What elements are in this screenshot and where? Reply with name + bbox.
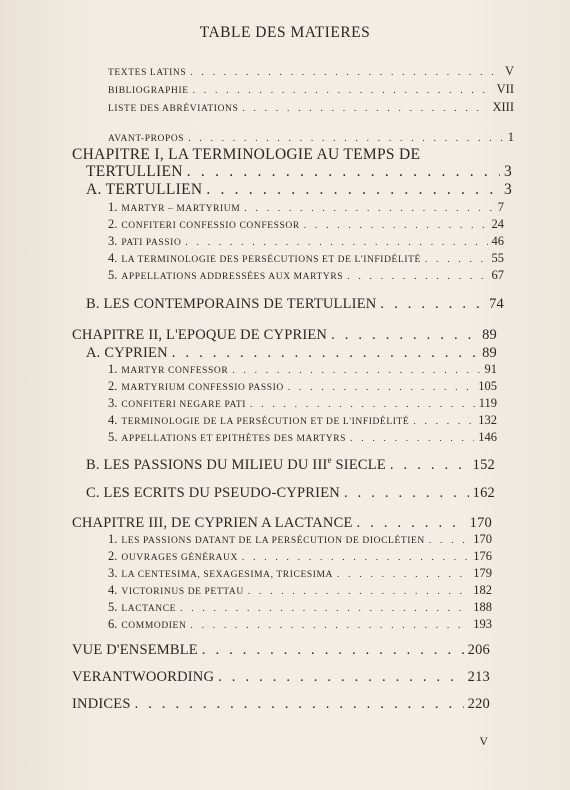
toc-item: 2. MARTYRIUM CONFESSIO PASSIO . . . 105 — [108, 379, 497, 394]
toc-item: 5. APPELLATIONS ET EPITHÈTES DES MARTYRS . . . 146 — [108, 430, 497, 445]
toc-entry-vue-ensemble: VUE D'ENSEMBLE . . . 206 — [72, 642, 490, 659]
toc-entry-tertullien: A. TERTULLIEN . . . 3 — [86, 181, 512, 199]
toc-item: 3. LA CENTESIMA, SEXAGESIMA, TRICESIMA . . . 179 — [108, 566, 492, 581]
dot-leader — [180, 604, 469, 614]
dot-leader — [380, 296, 485, 313]
dot-leader — [390, 457, 469, 474]
toc-entry-passions-milieu: B. LES PASSIONS DU MILIEU DU IIIe SIECLE . . . 152 — [86, 455, 495, 474]
dot-leader — [242, 104, 488, 114]
dot-leader — [248, 587, 469, 597]
dot-leader — [250, 400, 475, 410]
toc-entry-chapter-3: CHAPITRE III, DE CYPRIEN A LACTANCE . . . 170 — [72, 515, 492, 532]
toc-item: 3. PATI PASSIO . . . 46 — [108, 234, 504, 249]
dot-leader — [190, 621, 469, 631]
dot-leader — [188, 134, 504, 144]
dot-leader — [347, 272, 487, 282]
toc-item: 1. MARTYR – MARTYRIUM . . . 7 — [108, 200, 504, 215]
dot-leader — [337, 570, 469, 580]
dot-leader — [172, 345, 478, 362]
dot-leader — [202, 642, 464, 659]
toc-entry-indices: INDICES . . . 220 — [72, 696, 490, 713]
toc-item: 1. LES PASSIONS DATANT DE LA PERSÉCUTION DE DIOCLÉTIEN . . . 170 — [108, 532, 492, 547]
dot-leader — [193, 86, 493, 96]
toc-item: 3. CONFITERI NEGARE PATI . . . 119 — [108, 396, 497, 411]
toc-entry-textes-latins: TEXTES LATINS . . . V — [108, 64, 514, 79]
dot-leader — [218, 669, 463, 686]
dot-leader — [244, 204, 493, 214]
toc-item: 5. APPELLATIONS ADDRESSÉES AUX MARTYRS . . . 67 — [108, 268, 504, 283]
dot-leader — [206, 181, 500, 199]
dot-leader — [187, 163, 500, 181]
dot-leader — [429, 536, 469, 546]
dot-leader — [331, 327, 478, 344]
dot-leader — [242, 553, 469, 563]
dot-leader — [425, 255, 488, 265]
page-title: TABLE DES MATIERES — [199, 24, 371, 41]
dot-leader — [288, 383, 474, 393]
dot-leader — [304, 221, 488, 231]
toc-entry-bibliographie: BIBLIOGRAPHIE . . . VII — [108, 82, 514, 97]
toc-item: 2. OUVRAGES GÉNÉRAUX . . . 176 — [108, 549, 492, 564]
toc-entry-abreviations: LISTE DES ABRÉVIATIONS . . . XIII — [108, 100, 514, 115]
toc-entry-chapter-2: CHAPITRE II, L'EPOQUE DE CYPRIEN . . . 89 — [72, 327, 497, 344]
toc-entry-chapter-1: TERTULLIEN . . . 3 — [86, 163, 512, 181]
dot-leader — [344, 485, 469, 502]
dot-leader — [135, 696, 464, 713]
toc-entry-contemporains: B. LES CONTEMPORAINS DE TERTULLIEN . . . 74 — [86, 296, 504, 313]
chapter-1-title-line1: CHAPITRE I, LA TERMINOLOGIE AU TEMPS DE — [72, 146, 421, 163]
dot-leader — [413, 417, 474, 427]
toc-item: 4. TERMINOLOGIE DE LA PERSÉCUTION ET DE L'INFIDÉLITÉ . . . 132 — [108, 413, 497, 428]
toc-entry-verantwoording: VERANTWOORDING . . . 213 — [72, 669, 490, 686]
toc-item: 1. MARTYR CONFESSOR . . . 91 — [108, 362, 497, 377]
toc-item: 4. LA TERMINOLOGIE DES PERSÉCUTIONS ET DE L'INFIDÉLITÉ . . . 55 — [108, 251, 504, 266]
toc-entry-cyprien: A. CYPRIEN . . . 89 — [86, 345, 497, 362]
toc-item: 4. VICTORINUS DE PETTAU . . . 182 — [108, 583, 492, 598]
dot-leader — [190, 68, 501, 78]
toc-entry-pseudo-cyprien: C. LES ECRITS DU PSEUDO-CYPRIEN . . . 162 — [86, 485, 495, 502]
toc-item: 6. COMMODIEN . . . 193 — [108, 617, 492, 632]
dot-leader — [185, 238, 487, 248]
page-number: V — [479, 734, 488, 748]
toc-entry-avant-propos: AVANT-PROPOS . . . 1 — [108, 130, 514, 145]
dot-leader — [357, 515, 466, 532]
toc-item: 2. CONFITERI CONFESSIO CONFESSOR . . . 24 — [108, 217, 504, 232]
dot-leader — [232, 366, 480, 376]
toc-item: 5. LACTANCE . . . 188 — [108, 600, 492, 615]
dot-leader — [350, 434, 474, 444]
